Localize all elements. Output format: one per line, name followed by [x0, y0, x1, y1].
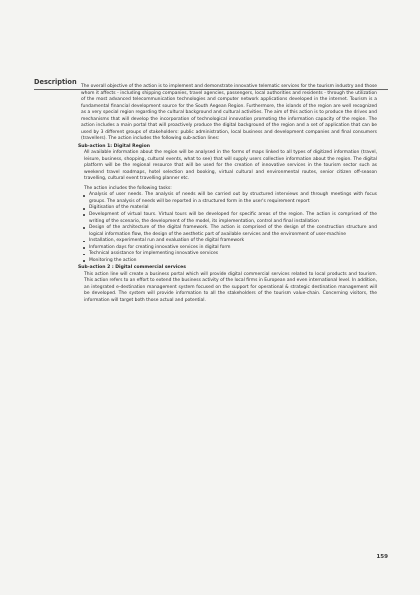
- bullet-icon: [83, 195, 85, 197]
- task-text: Monitoring the action: [89, 257, 137, 263]
- intro-paragraph: The overall objective of the action is to implement and demonstrate innovative telematic services for the tourism industry and those whom it affects - including shipping companies, travel agencies, passengers, local authorities and residents - through the utilization of the most advanced telecommunication technologies and computer network applications developed in the internet. Tourism is a fundamental financial development source for the South Aegean Region. Furthermore, the islands of the region are well recognized as a very special region regarding the cultural background and cultural activities. The aim of this action is to produce the drives and mechanisms that will develop the incorporation of technological innovation promoting the information capacity of the region. The action includes a main portal that will proactively produce the digital background of the region and a set of application that can be used by 3 different groups of stakeholders: public administration, local business and development companies and final consumers (travellers). The action includes the following sub-action lines:: [81, 84, 377, 142]
- task-item: [81, 258, 377, 265]
- task-text: Technical assistance for implementing innovative services: [89, 251, 219, 257]
- task-text: Digitisation of the material: [89, 205, 149, 211]
- section-title: Description: [34, 78, 77, 86]
- tasks-intro: The action includes the following tasks:: [84, 185, 172, 191]
- section-body: [78, 84, 377, 304]
- sub-action-2-heading: Sub-action 2 : Digital commercial services: [78, 264, 186, 270]
- bullet-icon: [83, 227, 85, 229]
- task-item: [81, 192, 377, 205]
- bullet-icon: [83, 254, 85, 256]
- task-text: Development of virtual tours. Virtual tours will be developed for specific areas of the region. The action is comprised of the writing of the scenario, the development of the model, its implementation, control and final installation: [89, 211, 377, 224]
- bullet-icon: [83, 214, 85, 216]
- bullet-icon: [83, 241, 85, 243]
- task-text: Information days for creating innovative services in digital form: [89, 244, 231, 250]
- task-text: Design of the architecture of the digital framework. The action is comprised of the design of the construction structure and logical information flow, the design of the aesthetic part of available services and the environment of user-machine: [89, 225, 377, 237]
- page-number: 159: [376, 554, 388, 560]
- task-text: Installation, experimental run and evaluation of the digital framework: [89, 238, 245, 244]
- task-list: [81, 192, 377, 264]
- bullet-icon: [83, 247, 85, 249]
- sub-action-1-paragraph: All available information about the region will be analysed in the forms of maps linked to all types of digitized information (travel, leisure, business, shopping, cultural events, what to see) that will supply users collective information about the region. The digital platform will be the regional resource that will be used for the creation of innovative services in the tourism sector such as weekend travel roadmaps, hotel selection and booking, virtual cultural and environmental routes, senior citizen off-season travelling, cultural event travelling planner etc.: [84, 150, 377, 182]
- task-item: [81, 225, 377, 238]
- bullet-icon: [83, 208, 85, 210]
- task-text: Analysis of user needs. The analysis of needs will be carried out by structured interviews and through meetings with focus groups. The analysis of needs will be reported in a structured form in the user's requirement report: [89, 192, 377, 204]
- sub-action-1-heading: Sub-action 1: Digital Region: [78, 143, 150, 149]
- sub-action-2-paragraph: This action line will create a business portal which will provide digital commercial services related to local products and tourism. This action refers to an effort to extend the business activity of the local firms in European and even international level. In addition, an integrated e-destination management system focused on the support for operational & strategic destination management will be developed. The system will provide information to all the stakeholders of the tourism value-chain. Concerning visitors, the information will target both those actual and potential.: [84, 271, 377, 303]
- bullet-icon: [83, 260, 85, 262]
- task-item: [81, 212, 377, 225]
